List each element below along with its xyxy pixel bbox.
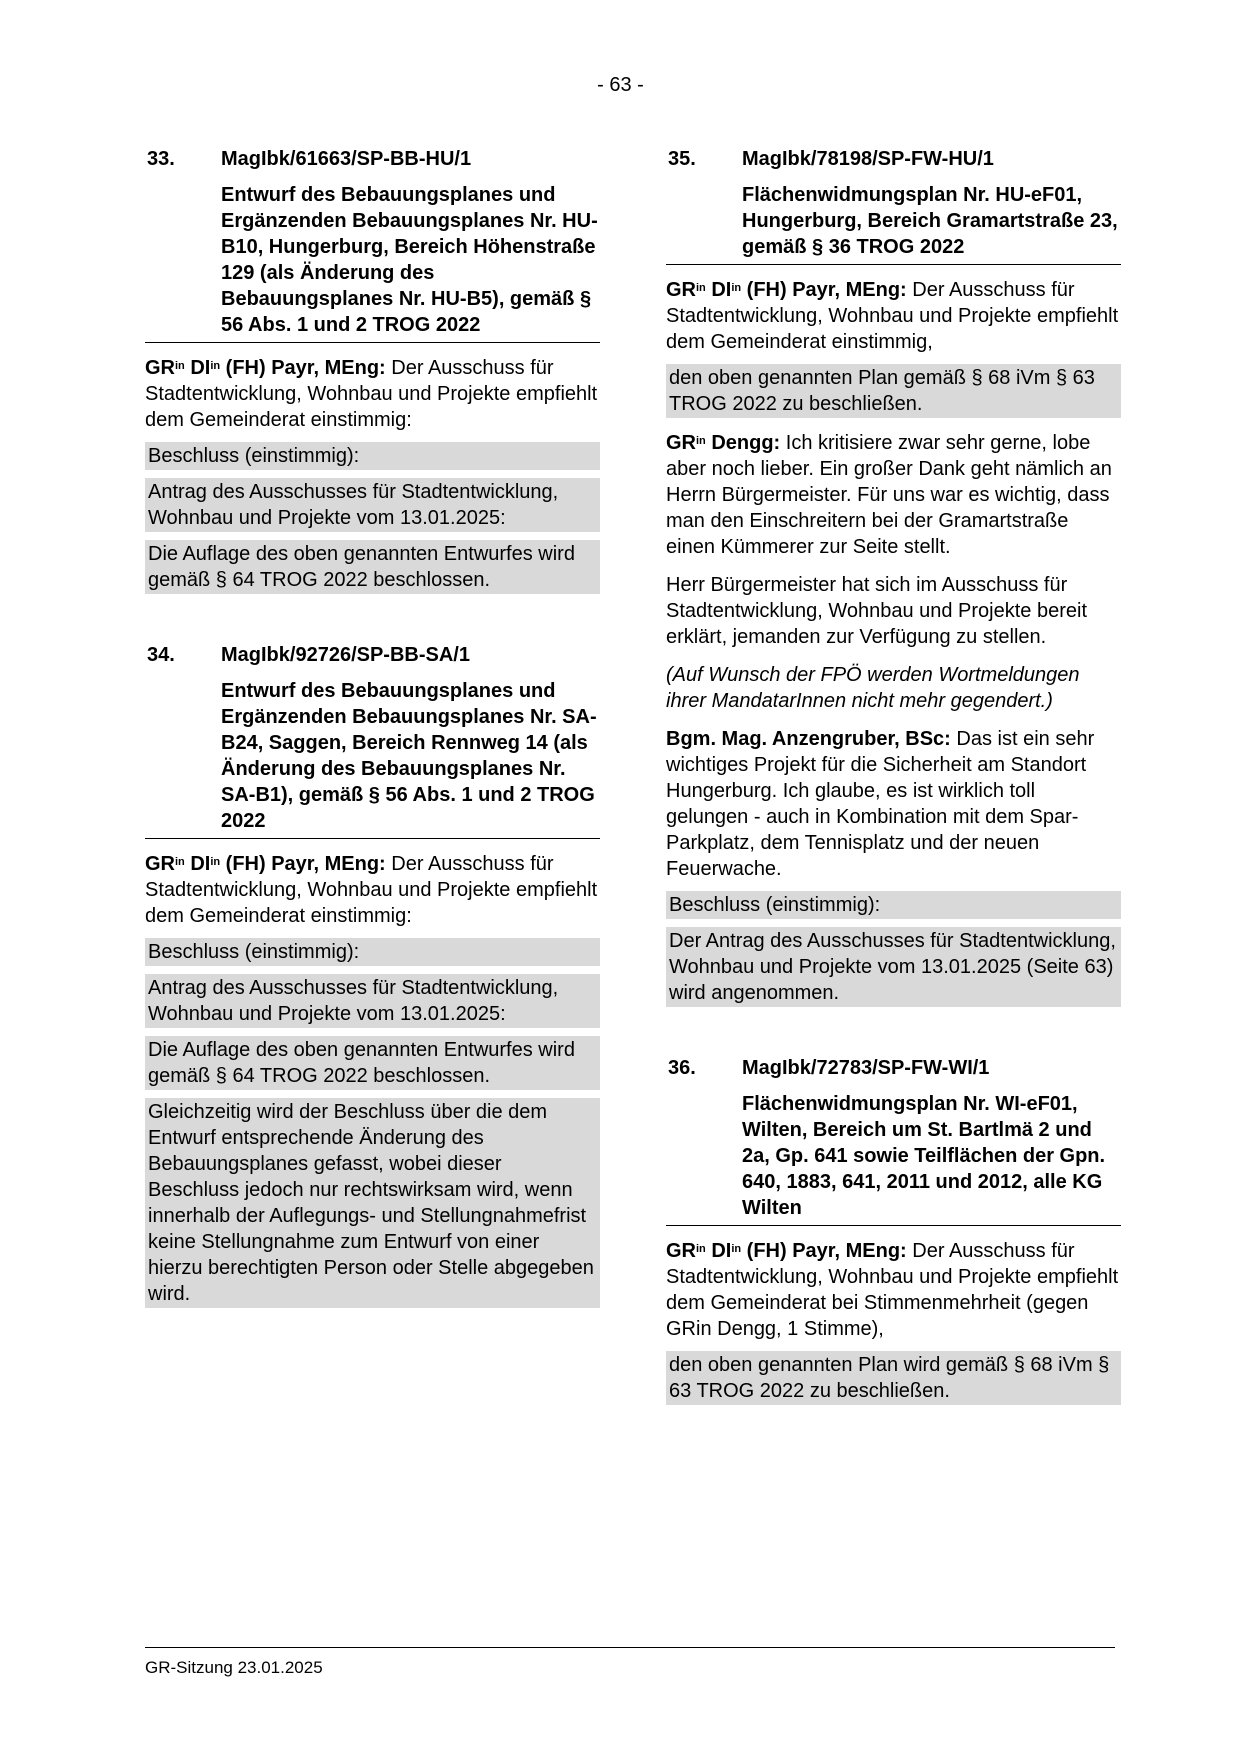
item-number: 36. [668, 1057, 696, 1079]
item-number: 33. [147, 148, 175, 170]
left-column [145, 146, 600, 1308]
item-title: Flächenwidmungsplan Nr. WI-eF01, Wilten, Bereich um St. Bartlmä 2 und 2a, Gp. 641 sowie Teilflächen der Gpn. 640, 1883, 641, 2011 und 2012, alle KG Wilten [666, 1091, 1121, 1226]
recommendation-text: den oben genannten Plan gemäß § 68 iVm § 63 TROG 2022 zu beschließen. [666, 364, 1121, 418]
resolution-text: Antrag des Ausschusses für Stadtentwicklung, Wohnbau und Projekte vom 13.01.2025: [145, 974, 600, 1028]
footer-divider [145, 1647, 1115, 1648]
item-title: Flächenwidmungsplan Nr. HU-eF01, Hungerburg, Bereich Gramartstraße 23, gemäß § 36 TROG 2022 [666, 182, 1121, 265]
speaker-name: $GR^{in}$ $DI^{in}$ (FH) Payr, MEng: [666, 279, 907, 301]
page-number: - 63 - [597, 74, 644, 96]
item-number: 35. [668, 148, 696, 170]
right-column [666, 146, 1121, 1405]
resolution-text: Die Auflage des oben genannten Entwurfes wird gemäß § 64 TROG 2022 beschlossen. [145, 1036, 600, 1090]
speaker-text: Der Ausschuss für Stadtentwicklung, Wohnbau und Projekte empfiehlt dem Gemeinderat einstimmig: [145, 853, 598, 927]
speaker-name: $GR^{in}$ $DI^{in}$ (FH) Payr, MEng: [145, 853, 386, 875]
footer-text: GR-Sitzung 23.01.2025 [145, 1658, 323, 1677]
agenda-item-35 [666, 146, 1121, 1007]
speaker-name: $GR^{in}$ $DI^{in}$ (FH) Payr, MEng: [145, 357, 386, 379]
resolution-label: Beschluss (einstimmig): [666, 891, 1121, 919]
item-reference: MagIbk/61663/SP-BB-HU/1 [221, 148, 472, 170]
speaker-statement [145, 851, 600, 929]
speaker-statement [666, 726, 1121, 882]
speaker-statement [666, 1238, 1121, 1342]
agenda-item-33 [145, 146, 600, 594]
speaker-text: Der Ausschuss für Stadtentwicklung, Wohnbau und Projekte empfiehlt dem Gemeinderat einstimmig: [145, 357, 598, 431]
speaker-name: $GR^{in}$ $DI^{in}$ (FH) Payr, MEng: [666, 1240, 907, 1262]
speaker-text: Das ist ein sehr wichtiges Projekt für die Sicherheit am Standort Hungerburg. Ich glaube, es ist wirklich toll gelungen - auch in Kombination mit dem Spar-Parkplatz, dem Tennisplatz und der neuen Feuerwache. [666, 728, 1095, 880]
resolution-text: Antrag des Ausschusses für Stadtentwicklung, Wohnbau und Projekte vom 13.01.2025: [145, 478, 600, 532]
speaker-statement [666, 277, 1121, 355]
agenda-item-36 [666, 1055, 1121, 1405]
resolution-label: Beschluss (einstimmig): [145, 442, 600, 470]
speaker-text: Ich kritisiere zwar sehr gerne, lobe aber noch lieber. Ein großer Dank geht nämlich an Herrn Bürgermeister. Für uns war es wichtig, dass man den Einschreitern bei der Gramartstraße einen Kümmerer zur Seite stellt. [666, 432, 1112, 558]
resolution-label: Beschluss (einstimmig): [145, 938, 600, 966]
item-title: Entwurf des Bebauungsplanes und Ergänzenden Bebauungsplanes Nr. SA-B24, Saggen, Bereich Rennweg 14 (als Änderung des Bebauungsplanes Nr. SA-B1), gemäß § 56 Abs. 1 und 2 TROG 2022 [145, 678, 600, 839]
resolution-text: Gleichzeitig wird der Beschluss über die dem Entwurf entsprechende Änderung des Bebauungsplanes gefasst, wobei dieser Beschluss jedoch nur rechtswirksam wird, wenn innerhalb der Auflegungs- und Stellungnahmefrist keine Stellungnahme zum Entwurf von einer hierzu berechtigten Person oder Stelle abgegeben wird. [145, 1098, 600, 1308]
speaker-name: Bgm. Mag. Anzengruber, BSc: [666, 728, 951, 750]
resolution-text: Die Auflage des oben genannten Entwurfes wird gemäß § 64 TROG 2022 beschlossen. [145, 540, 600, 594]
recommendation-text: den oben genannten Plan wird gemäß § 68 iVm § 63 TROG 2022 zu beschließen. [666, 1351, 1121, 1405]
item-number: 34. [147, 644, 175, 666]
speaker-text: Der Ausschuss für Stadtentwicklung, Wohnbau und Projekte empfiehlt dem Gemeinderat einstimmig, [666, 279, 1119, 353]
item-title: Entwurf des Bebauungsplanes und Ergänzenden Bebauungsplanes Nr. HU-B10, Hungerburg, Bereich Höhenstraße 129 (als Änderung des Bebauungsplanes Nr. HU-B5), gemäß § 56 Abs. 1 und 2 TROG 2022 [145, 182, 600, 343]
agenda-item-34 [145, 642, 600, 1308]
speaker-name: $GR^{in}$ Dengg: [666, 432, 781, 454]
resolution-text: Der Antrag des Ausschusses für Stadtentwicklung, Wohnbau und Projekte vom 13.01.2025 (Seite 63) wird angenommen. [666, 927, 1121, 1007]
editorial-note: (Auf Wunsch der FPÖ werden Wortmeldungen ihrer MandatarInnen nicht mehr gegendert.) [666, 664, 1080, 712]
speaker-text: Der Ausschuss für Stadtentwicklung, Wohnbau und Projekte empfiehlt dem Gemeinderat bei Stimmenmehrheit (gegen GRin Dengg, 1 Stimme), [666, 1240, 1119, 1340]
speaker-statement [666, 430, 1121, 560]
item-reference: MagIbk/78198/SP-FW-HU/1 [742, 148, 994, 170]
paragraph: Herr Bürgermeister hat sich im Ausschuss für Stadtentwicklung, Wohnbau und Projekte bereit erklärt, jemanden zur Verfügung zu stellen. [666, 574, 1088, 648]
item-reference: MagIbk/92726/SP-BB-SA/1 [221, 644, 470, 666]
speaker-statement [145, 355, 600, 433]
item-reference: MagIbk/72783/SP-FW-WI/1 [742, 1057, 990, 1079]
